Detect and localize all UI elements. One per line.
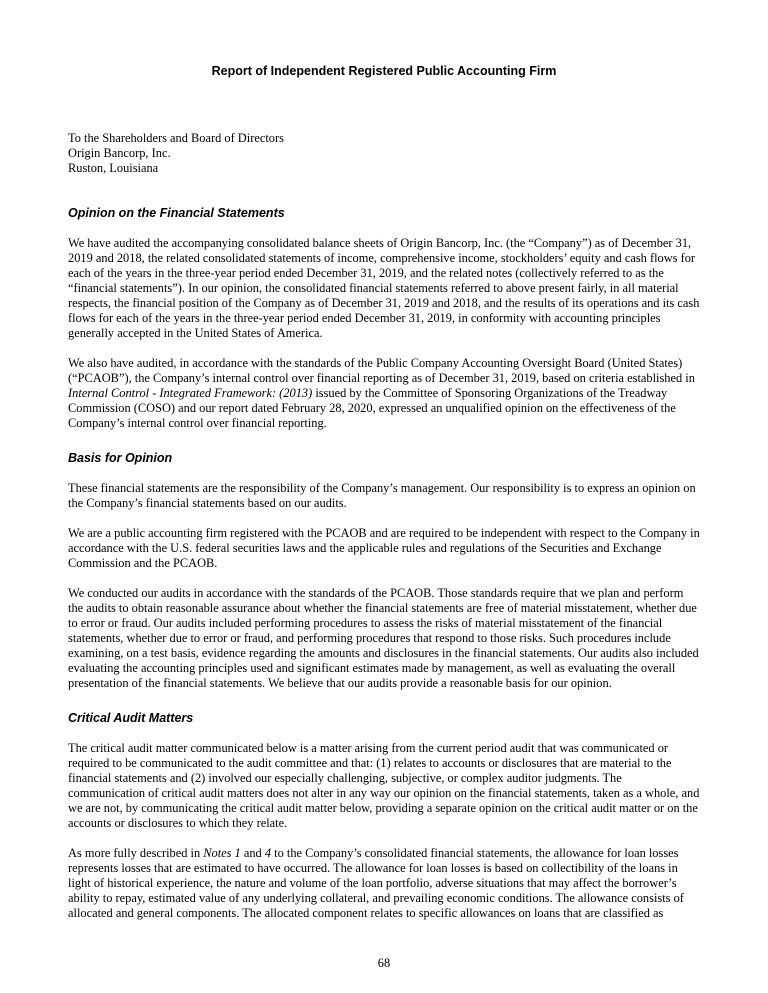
- addressee-block: [68, 131, 700, 176]
- critical-paragraph-1: The critical audit matter communicated below is a matter arising from the current period audit that was communicated or required to be communicated to the audit committee and that: (1) relates to accounts or disclosures that are material to the financial statements and (2) involved our especially challenging, subjective, or complex auditor judgments. The communication of critical audit matters does not alter in any way our opinion on the financial statements, taken as a whole, and we are not, by communicating the critical audit matter below, providing a separate opinion on the critical audit matter or on the accounts or disclosures to which they relate.: [68, 741, 700, 830]
- italic-run-notes-1: Notes 1: [203, 846, 241, 860]
- addressee-line-1: To the Shareholders and Board of Directors: [68, 131, 284, 145]
- opinion-paragraph-1: We have audited the accompanying consolidated balance sheets of Origin Bancorp, Inc. (the “Company”) as of December 31, 2019 and 2018, the related consolidated statements of income, comprehensive income, stockholders’ equity and cash flows for each of the years in the three-year period ended December 31, 2019, and the related notes (collectively referred to as the “financial statements”). In our opinion, the consolidated financial statements referred to above present fairly, in all material respects, the financial position of the Company as of December 31, 2019 and 2018, and the results of its operations and its cash flows for each of the years in the three-year period ended December 31, 2019, in conformity with accounting principles generally accepted in the United States of America.: [68, 236, 700, 340]
- text-run: We also have audited, in accordance with the standards of the Public Company Accounting Oversight Board (United States) (“PCAOB”), the Company’s internal control over financial reporting as of December 31, 2019, based on criteria established in: [68, 356, 695, 385]
- critical-paragraph-2: [68, 846, 700, 921]
- italic-run-note-4: 4: [264, 846, 272, 860]
- opinion-paragraph-2: [68, 356, 700, 431]
- basis-paragraph-2: We are a public accounting firm registered with the PCAOB and are required to be independent with respect to the Company in accordance with the U.S. federal securities laws and the applicable rules and regulations of the Securities and Exchange Commission and the PCAOB.: [68, 526, 700, 570]
- italic-run-framework-title: Internal Control - Integrated Framework: (2013): [68, 386, 313, 400]
- addressee-line-3: Ruston, Louisiana: [68, 161, 159, 175]
- section-heading-basis: Basis for Opinion: [68, 451, 173, 465]
- page-number: 68: [377, 956, 391, 970]
- document-title: Report of Independent Registered Public Accounting Firm: [211, 64, 557, 78]
- text-run: As more fully described in: [68, 846, 204, 860]
- text-run: issued by the Committee of Sponsoring Organizations of the Treadway Commission (COSO) and our report dated February 28, 2020, expressed an unqualified opinion on the effectiveness of the Company’s internal control over financial reporting.: [68, 386, 676, 430]
- text-run: and: [240, 846, 265, 860]
- section-heading-critical: Critical Audit Matters: [68, 711, 194, 725]
- addressee-line-2: Origin Bancorp, Inc.: [68, 146, 171, 160]
- text-run: to the Company’s consolidated financial statements, the allowance for loan losses represents losses that are estimated to have occurred. The allowance for loan losses is based on collectibility of the loans in light of historical experience, the nature and volume of the loan portfolio, adverse situations that may affect the borrower’s ability to repay, estimated value of any underlying collateral, and prevailing economic conditions. The allowance consists of allocated and general components. The allocated component relates to specific allowances on loans that are classified as: [68, 846, 684, 920]
- basis-paragraph-3: We conducted our audits in accordance with the standards of the PCAOB. Those standards require that we plan and perform the audits to obtain reasonable assurance about whether the financial statements are free of material misstatement, whether due to error or fraud. Our audits included performing procedures to assess the risks of material misstatement of the financial statements, whether due to error or fraud, and performing procedures that respond to those risks. Such procedures include examining, on a test basis, evidence regarding the amounts and disclosures in the financial statements. Our audits also included evaluating the accounting principles used and significant estimates made by management, as well as evaluating the overall presentation of the financial statements. We believe that our audits provide a reasonable basis for our opinion.: [68, 586, 699, 690]
- basis-paragraph-1: These financial statements are the responsibility of the Company’s management. Our responsibility is to express an opinion on the Company’s financial statements based on our audits.: [68, 481, 696, 510]
- section-heading-opinion: Opinion on the Financial Statements: [68, 206, 285, 220]
